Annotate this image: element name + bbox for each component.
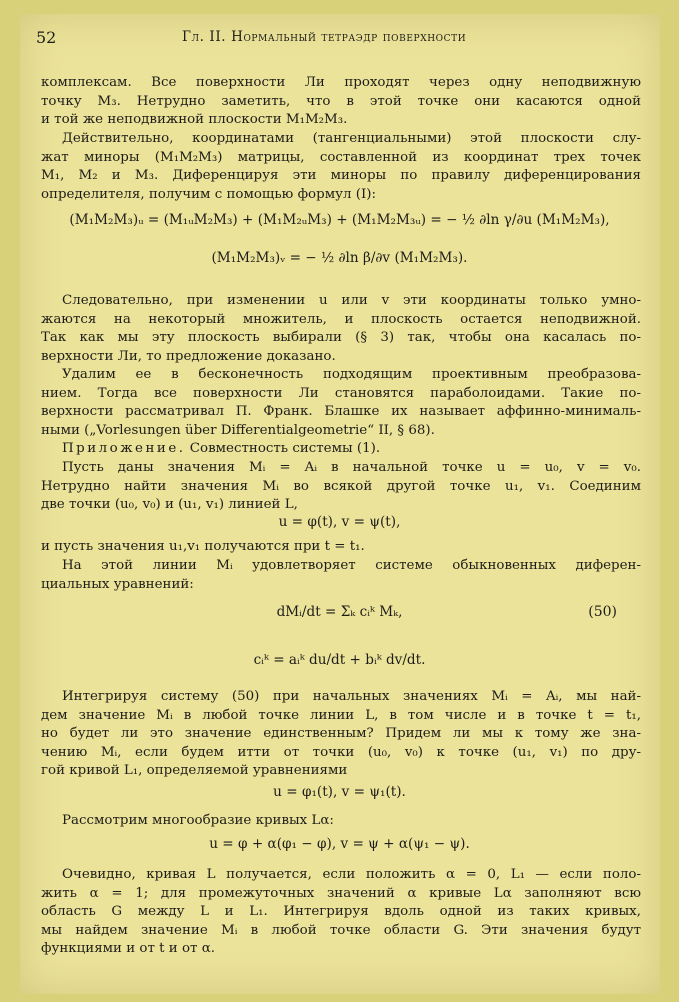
formula-6: u = φ₁(t), v = ψ₁(t).: [273, 784, 406, 800]
appendix-label: Приложение.: [62, 441, 186, 456]
formula-7: u = φ + α(φ₁ − φ), v = ψ + α(ψ₁ − ψ).: [209, 836, 470, 852]
formula-3: u = φ(t), v = ψ(t),: [278, 514, 401, 530]
formula-2: (M₁M₂M₃)ᵥ = − ½ ∂ln β/∂v (M₁M₂M₃).: [211, 250, 468, 266]
paragraph-6: и пусть значения u₁,v₁ получаются при t = t₁.: [41, 539, 365, 554]
page-header: [36, 28, 659, 48]
appendix-heading: [41, 440, 641, 459]
paragraph-3: Следовательно, при изменении u или v эти координаты только умно- жаются на некоторый множитель, и плоскость остается неподвижной. Так как мы эту плоскость выбирали (§ 3) так, чтобы она касалась по- верхности Ли, то предложение доказано.: [41, 293, 641, 364]
paragraph-8: Интегрируя систему (50) при начальных значениях Mᵢ = Aᵢ, мы най- дем значение Mᵢ в любой точке линии L, в том числе и в точке t = t₁, но будет ли это значение единственным? Придем ли мы к тому же зна- чению Mᵢ, если будем итти от точки (u₀, v₀) к точке (u₁, v₁) по дру- гой кривой L₁, определяемой уравнениями: [41, 689, 641, 779]
paragraph-2: Действительно, координатами (тангенциальными) этой плоскости слу- жат миноры (M₁M₂M₃) матрицы, составленной из координат трех точек M₁, M₂ и M₃. Диференцируя эти миноры по правилу диференцирования определителя, получим с помощью формул (I):: [41, 131, 641, 202]
page-number: 52: [36, 28, 57, 47]
appendix-title: Совместность системы (1).: [189, 441, 381, 456]
paragraph-5: Пусть даны значения Mᵢ = Aᵢ в начальной точке u = u₀, v = v₀. Нетрудно найти значения Mᵢ во всякой другой точке u₁, v₁. Соединим две точки (u₀, v₀) и (u₁, v₁) линией L,: [41, 460, 641, 513]
paragraph-1: комплексам. Все поверхности Ли проходят через одну неподвижную точку M₃. Нетрудно заметить, что в этой точке они касаются одной и той же неподвижной плоскости M₁M₂M₃.: [41, 75, 641, 128]
running-title: Гл. II. Нормальный тетраэдр поверхности: [182, 29, 467, 45]
formula-1: (M₁M₂M₃)ᵤ = (M₁ᵤM₂M₃) + (M₁M₂ᵤM₃) + (M₁M₂M₃ᵤ) = − ½ ∂ln γ/∂u (M₁M₂M₃),: [69, 212, 610, 228]
formula-4: dMᵢ/dt = Σₖ cᵢᵏ Mₖ,: [276, 604, 403, 620]
paragraph-9: Рассмотрим многообразие кривых Lα:: [62, 813, 334, 828]
paragraph-10: Очевидно, кривая L получается, если положить α = 0, L₁ — если поло- жить α = 1; для промежуточных значений α кривые Lα заполняют всю область G между L и L₁. Интегрируя вдоль одной из таких кривых, мы найдем значение Mᵢ в любой точке области G. Эти значения будут функциями и от t и от α.: [41, 867, 641, 957]
paragraph-7: На этой линии Mᵢ удовлетворяет системе обыкновенных диферен- циальных уравнений:: [41, 558, 641, 592]
formula-5: cᵢᵏ = aᵢᵏ du/dt + bᵢᵏ dv/dt.: [253, 652, 426, 668]
equation-number: (50): [588, 604, 617, 620]
paragraph-4: Удалим ее в бесконечность подходящим проективным преобразова- нием. Тогда все поверхности Ли становятся параболоидами. Такие по- верхности рассматривал П. Франк. Блашке их называет аффинно-минималь- ными („Vorlesungen über Differentialgeometrie“ II, § 68).: [41, 367, 641, 438]
